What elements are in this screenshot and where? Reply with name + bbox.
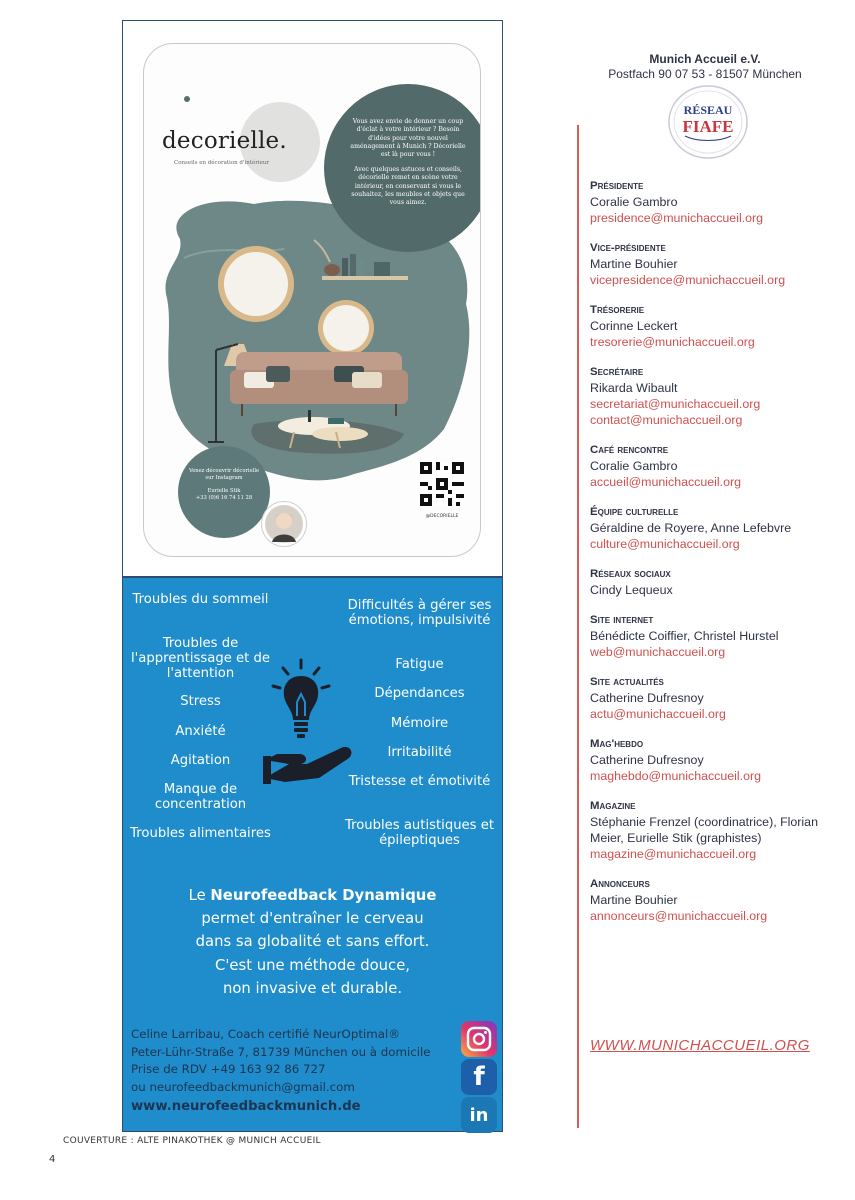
- symptom-item: Irritabilité: [387, 745, 452, 760]
- fiafe-logo: [667, 84, 749, 160]
- symptom-item: Anxiété: [175, 724, 226, 739]
- portrait-image: [264, 504, 304, 544]
- contact-phone: +33 (0)6 16 74 11 28: [195, 495, 253, 502]
- website-link[interactable]: WWW.MUNICHACCUEIL.ORG: [590, 1037, 810, 1054]
- symptom-item: Tristesse et émotivité: [348, 774, 491, 789]
- symptom-item: Difficultés à gérer ses émotions, impulsivité: [347, 598, 492, 628]
- role-presidente: [590, 178, 840, 226]
- symptom-item: Troubles de l'apprentissage et de l'attention: [130, 636, 270, 681]
- role-email-link[interactable]: web@munichaccueil.org: [590, 645, 726, 659]
- instagram-glyph: [466, 1026, 492, 1052]
- coach-name: Celine Larribau, Coach certifié NeurOptimal®: [131, 1027, 401, 1041]
- neurofeedback-contact: [131, 1026, 461, 1116]
- role-title: Secrétaire: [590, 366, 644, 378]
- description-line-5: non invasive et durable.: [222, 979, 403, 997]
- role-tresorerie: [590, 302, 840, 350]
- role-title: Présidente: [590, 180, 644, 192]
- role-equipe-culturelle: [590, 504, 840, 552]
- neurofeedback-ad: [123, 578, 502, 1131]
- symptom-item: Agitation: [170, 753, 231, 768]
- role-site-internet: [590, 612, 840, 660]
- role-person: Rikarda Wibault: [590, 381, 678, 395]
- description-line-2: permet d'entraîner le cerveau: [201, 910, 424, 928]
- pitch-paragraph-1: Vous avez envie de donner un coup d'éclat à votre intérieur ? Besoin d'idées pour votre nouvel aménagement à Munich ? Décorielle est là pour vous !: [350, 118, 466, 159]
- role-person: Catherine Dufresnoy: [590, 691, 704, 705]
- description-line-4: C'est une méthode douce,: [215, 956, 410, 974]
- role-person: Corinne Leckert: [590, 319, 678, 333]
- symptom-item: Troubles du sommeil: [132, 592, 269, 607]
- role-secretaire: [590, 364, 840, 428]
- role-person: Coralie Gambro: [590, 195, 678, 209]
- role-email-link[interactable]: actu@munichaccueil.org: [590, 707, 726, 721]
- neurofeedback-website-link[interactable]: www.neurofeedbackmunich.de: [131, 1099, 361, 1115]
- role-site-actualites: [590, 674, 840, 722]
- role-email-link[interactable]: magazine@munichaccueil.org: [590, 847, 757, 861]
- symptom-item: Stress: [180, 694, 221, 709]
- fiafe-logo-line-2: FIAFE: [682, 117, 734, 136]
- decorielle-pitch: [324, 84, 481, 252]
- role-title: Site internet: [590, 614, 654, 626]
- qr-code-icon: [420, 462, 464, 506]
- role-title: Mag'hebdo: [590, 738, 644, 750]
- role-title: Annonceurs: [590, 878, 650, 890]
- decorielle-tagline: Conseils en décoration d'intérieur: [174, 160, 270, 166]
- role-person: Catherine Dufresnoy: [590, 753, 704, 767]
- description-line-3: dans sa globalité et sans effort.: [195, 933, 430, 951]
- qr-code[interactable]: [420, 462, 464, 510]
- coach-address: Peter-Lühr-Straße 7, 81739 München ou à domicile: [131, 1044, 431, 1059]
- role-cafe-rencontre: [590, 442, 840, 490]
- role-email-link[interactable]: vicepresidence@munichaccueil.org: [590, 273, 786, 287]
- decorielle-card: [143, 43, 481, 557]
- organisation-name: Munich Accueil e.V.: [649, 52, 761, 66]
- role-email-link[interactable]: accueil@munichaccueil.org: [590, 475, 742, 489]
- coach-phone: Prise de RDV +49 163 92 86 727: [131, 1062, 326, 1077]
- symptom-item: Troubles autistiques et épileptiques: [344, 818, 495, 848]
- role-title: Réseaux sociaux: [590, 568, 671, 580]
- role-email-link[interactable]: culture@munichaccueil.org: [590, 537, 740, 551]
- role-title: Site actualités: [590, 676, 664, 688]
- role-person: Coralie Gambro: [590, 459, 678, 473]
- coach-email[interactable]: ou neurofeedbackmunich@gmail.com: [131, 1079, 355, 1094]
- role-title: Café rencontre: [590, 444, 669, 456]
- role-title: Équipe culturelle: [590, 506, 679, 518]
- qr-label: @DECORIELLE: [425, 514, 459, 519]
- role-title: Vice-présidente: [590, 242, 666, 254]
- role-magazine: [590, 798, 840, 862]
- role-email-link[interactable]: secretariat@munichaccueil.org: [590, 397, 761, 411]
- fiafe-logo-line-1: RÉSEAU: [683, 103, 733, 117]
- role-person: Cindy Lequeux: [590, 583, 673, 597]
- instagram-icon[interactable]: [461, 1021, 497, 1057]
- instagram-invite: [178, 446, 270, 538]
- symptom-item: Dépendances: [374, 686, 465, 701]
- role-annonceurs: [590, 876, 840, 924]
- decorielle-logo: decorielle.: [162, 128, 287, 154]
- lightbulb-hand-icon: [263, 658, 363, 798]
- committee-list: [590, 178, 840, 938]
- symptom-item: Fatigue: [395, 657, 444, 672]
- symptom-item: Mémoire: [390, 716, 449, 731]
- advertisement-frame: [122, 20, 503, 1132]
- organisation-address: Postfach 90 07 53 - 81507 München: [608, 67, 802, 81]
- symptom-item: Manque de concentration: [154, 782, 247, 812]
- role-vice-presidente: [590, 240, 840, 288]
- vertical-rule: [577, 125, 579, 1128]
- avatar: [262, 502, 306, 546]
- neurofeedback-description: [123, 884, 502, 1000]
- symptom-item: Troubles alimentaires: [130, 826, 271, 841]
- page-number: 4: [49, 1154, 56, 1165]
- cover-caption: COUVERTURE : ALTE PINAKOTHEK @ MUNICH ACCUEIL: [63, 1136, 321, 1146]
- role-title: Trésorerie: [590, 304, 645, 316]
- role-person: Stéphanie Frenzel (coordinatrice), Florian Meier, Eurielle Stik (graphistes): [590, 815, 818, 845]
- contact-name: Eurielle Stik: [207, 488, 241, 495]
- role-email-link[interactable]: annonceurs@munichaccueil.org: [590, 909, 768, 923]
- method-name: Neurofeedback Dynamique: [210, 887, 437, 904]
- role-email-link[interactable]: maghebdo@munichaccueil.org: [590, 769, 762, 783]
- role-maghebdo: [590, 736, 840, 784]
- role-email-link[interactable]: presidence@munichaccueil.org: [590, 211, 764, 225]
- role-person: Martine Bouhier: [590, 893, 678, 907]
- role-person: Bénédicte Coiffier, Christel Hurstel: [590, 629, 779, 643]
- description-prefix: Le: [188, 887, 211, 904]
- facebook-icon[interactable]: f: [461, 1059, 497, 1095]
- role-title: Magazine: [590, 800, 636, 812]
- role-reseaux-sociaux: [590, 566, 840, 598]
- linkedin-icon[interactable]: in: [461, 1097, 497, 1133]
- role-person: Martine Bouhier: [590, 257, 678, 271]
- role-person: Géraldine de Royere, Anne Lefebvre: [590, 521, 792, 535]
- decorielle-ad: [123, 21, 502, 576]
- logo-dot: [184, 96, 190, 102]
- role-email-link[interactable]: tresorerie@munichaccueil.org: [590, 335, 755, 349]
- instagram-invite-text: Venez découvrir décorielle sur Instagram: [188, 468, 260, 482]
- role-email-link[interactable]: contact@munichaccueil.org: [590, 413, 743, 427]
- description-line-1: [123, 884, 502, 907]
- pitch-paragraph-2: Avec quelques astuces et conseils, décorielle remet en scène votre intérieur, en conservant si vous le souhaitez, les meubles et objets que vous aimez.: [351, 165, 465, 207]
